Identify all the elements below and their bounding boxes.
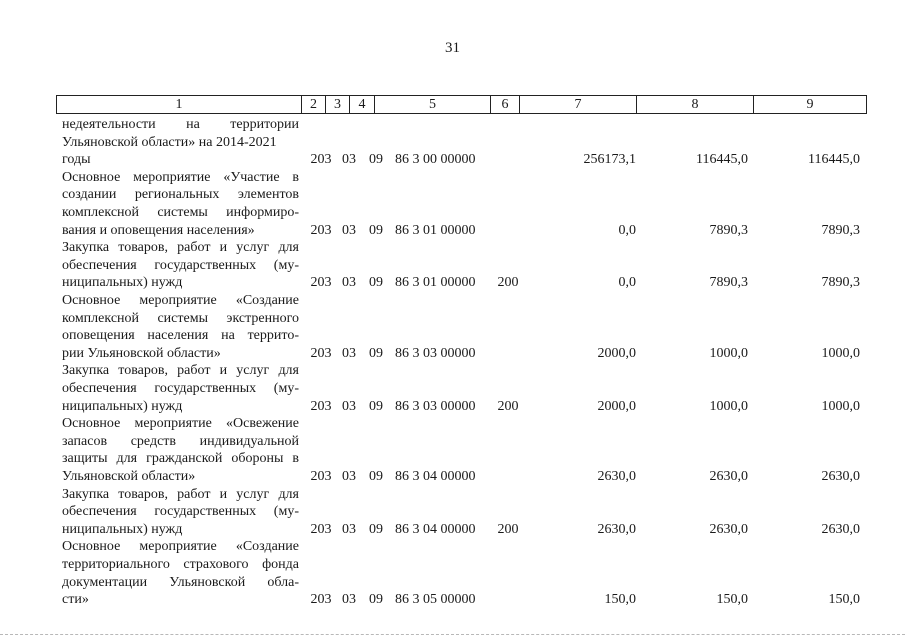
cell-amount-col9: 7890,3 <box>821 222 860 238</box>
description-line: территориального страхового фонда <box>62 556 299 572</box>
description-line: Закупка товаров, работ и услуг для <box>62 363 299 379</box>
cell-target-article: 86 3 04 00000 <box>395 521 476 537</box>
header-col-4: 4 <box>350 96 375 113</box>
cell-ministry-code: 203 <box>310 275 332 291</box>
cell-section: 03 <box>342 152 356 168</box>
row-description <box>62 116 299 169</box>
cell-amount-col9: 150,0 <box>828 592 860 608</box>
description-line: комплексной системы экстренного <box>62 310 299 326</box>
cell-amount-col7: 2000,0 <box>597 345 636 361</box>
cell-amount-col7: 256173,1 <box>583 152 636 168</box>
header-col-2: 2 <box>302 96 326 113</box>
row-description <box>62 169 299 239</box>
cell-section: 03 <box>342 592 356 608</box>
cell-amount-col7: 150,0 <box>604 592 636 608</box>
cell-amount-col7: 0,0 <box>618 222 636 238</box>
description-line: комплексной системы информиро- <box>62 204 299 220</box>
cell-amount-col8: 1000,0 <box>709 398 748 414</box>
cell-amount-col9: 116445,0 <box>808 152 860 168</box>
cell-subsection: 09 <box>369 222 383 238</box>
description-line: документации Ульяновской обла- <box>62 574 299 590</box>
cell-amount-col9: 1000,0 <box>821 345 860 361</box>
cell-target-article: 86 3 03 00000 <box>395 398 476 414</box>
row-description <box>62 538 299 608</box>
page-number: 31 <box>445 40 460 56</box>
description-line: вания и оповещения населения» <box>62 222 255 238</box>
cell-ministry-code: 203 <box>310 222 332 238</box>
cell-target-article: 86 3 01 00000 <box>395 275 476 291</box>
header-col-5: 5 <box>375 96 491 113</box>
row-description <box>62 486 299 539</box>
cell-amount-col9: 2630,0 <box>821 521 860 537</box>
cell-amount-col7: 2000,0 <box>597 398 636 414</box>
cell-amount-col7: 2630,0 <box>597 468 636 484</box>
cell-section: 03 <box>342 222 356 238</box>
description-line: недеятельности на территории <box>62 117 299 132</box>
cell-subsection: 09 <box>369 275 383 291</box>
description-line: обеспечения государственных (му- <box>62 257 299 273</box>
description-line: обеспечения государственных (му- <box>62 504 299 520</box>
header-col-9: 9 <box>806 97 814 112</box>
description-line: ниципальных) нужд <box>62 521 183 537</box>
cell-section: 03 <box>342 521 356 537</box>
cell-amount-col8: 2630,0 <box>709 521 748 537</box>
header-col-1: 1 <box>57 96 302 113</box>
cell-expense-type: 200 <box>497 521 519 537</box>
description-line: Основное мероприятие «Создание <box>62 293 299 308</box>
cell-subsection: 09 <box>369 592 383 608</box>
description-line: Основное мероприятие «Создание <box>62 539 299 555</box>
description-line: Закупка товаров, работ и услуг для <box>62 486 299 502</box>
cell-target-article: 86 3 03 00000 <box>395 345 476 361</box>
cell-subsection: 09 <box>369 152 383 168</box>
cell-amount-col9: 1000,0 <box>821 398 860 414</box>
description-line: обеспечения государственных (му- <box>62 380 299 396</box>
cell-section: 03 <box>342 468 356 484</box>
cell-subsection: 09 <box>369 345 383 361</box>
header-col-8: 8 <box>637 96 754 113</box>
cell-target-article: 86 3 05 00000 <box>395 592 476 608</box>
description-line: оповещения населения на террито- <box>62 328 299 344</box>
cell-amount-col8: 2630,0 <box>709 468 748 484</box>
cell-section: 03 <box>342 345 356 361</box>
description-line: ниципальных) нужд <box>62 398 183 414</box>
cell-target-article: 86 3 00 00000 <box>395 152 476 168</box>
cell-subsection: 09 <box>369 521 383 537</box>
cell-ministry-code: 203 <box>310 398 332 414</box>
description-line: Закупка товаров, работ и услуг для <box>62 240 299 256</box>
cell-target-article: 86 3 04 00000 <box>395 468 476 484</box>
cell-section: 03 <box>342 275 356 291</box>
header-col-6: 6 <box>491 96 520 113</box>
cell-amount-col8: 7890,3 <box>709 275 748 291</box>
cell-expense-type: 200 <box>497 398 519 414</box>
page-bottom-divider <box>0 634 905 636</box>
cell-ministry-code: 203 <box>310 592 332 608</box>
cell-amount-col8: 1000,0 <box>709 345 748 361</box>
description-line: защиты для гражданской обороны в <box>62 451 299 467</box>
cell-amount-col7: 0,0 <box>618 275 636 291</box>
row-description <box>62 362 299 415</box>
header-col-7: 7 <box>520 96 637 113</box>
description-line: Основное мероприятие «Участие в <box>62 169 299 185</box>
cell-amount-col8: 116445,0 <box>696 152 748 168</box>
table-header-row <box>56 95 867 114</box>
row-description <box>62 239 299 292</box>
cell-amount-col7: 2630,0 <box>597 521 636 537</box>
description-line: запасов средств индивидуальной <box>62 433 299 449</box>
header-col-3: 3 <box>326 96 350 113</box>
description-line: годы <box>62 152 91 168</box>
description-line: сти» <box>62 592 89 608</box>
cell-ministry-code: 203 <box>310 468 332 484</box>
description-line: рии Ульяновской области» <box>62 345 221 361</box>
cell-subsection: 09 <box>369 468 383 484</box>
cell-ministry-code: 203 <box>310 521 332 537</box>
description-line: ниципальных) нужд <box>62 275 183 291</box>
cell-subsection: 09 <box>369 398 383 414</box>
row-description <box>62 415 299 485</box>
cell-target-article: 86 3 01 00000 <box>395 222 476 238</box>
description-line: Основное мероприятие «Освежение <box>62 416 299 432</box>
cell-ministry-code: 203 <box>310 152 332 168</box>
cell-amount-col9: 7890,3 <box>821 275 860 291</box>
cell-amount-col8: 7890,3 <box>709 222 748 238</box>
cell-section: 03 <box>342 398 356 414</box>
cell-ministry-code: 203 <box>310 345 332 361</box>
cell-expense-type: 200 <box>497 275 519 291</box>
description-line: Ульяновской области» на 2014-2021 <box>62 134 277 150</box>
cell-amount-col9: 2630,0 <box>821 468 860 484</box>
cell-amount-col8: 150,0 <box>716 592 748 608</box>
description-line: Ульяновской области» <box>62 468 196 484</box>
description-line: создании региональных элементов <box>62 187 299 203</box>
row-description <box>62 292 299 362</box>
